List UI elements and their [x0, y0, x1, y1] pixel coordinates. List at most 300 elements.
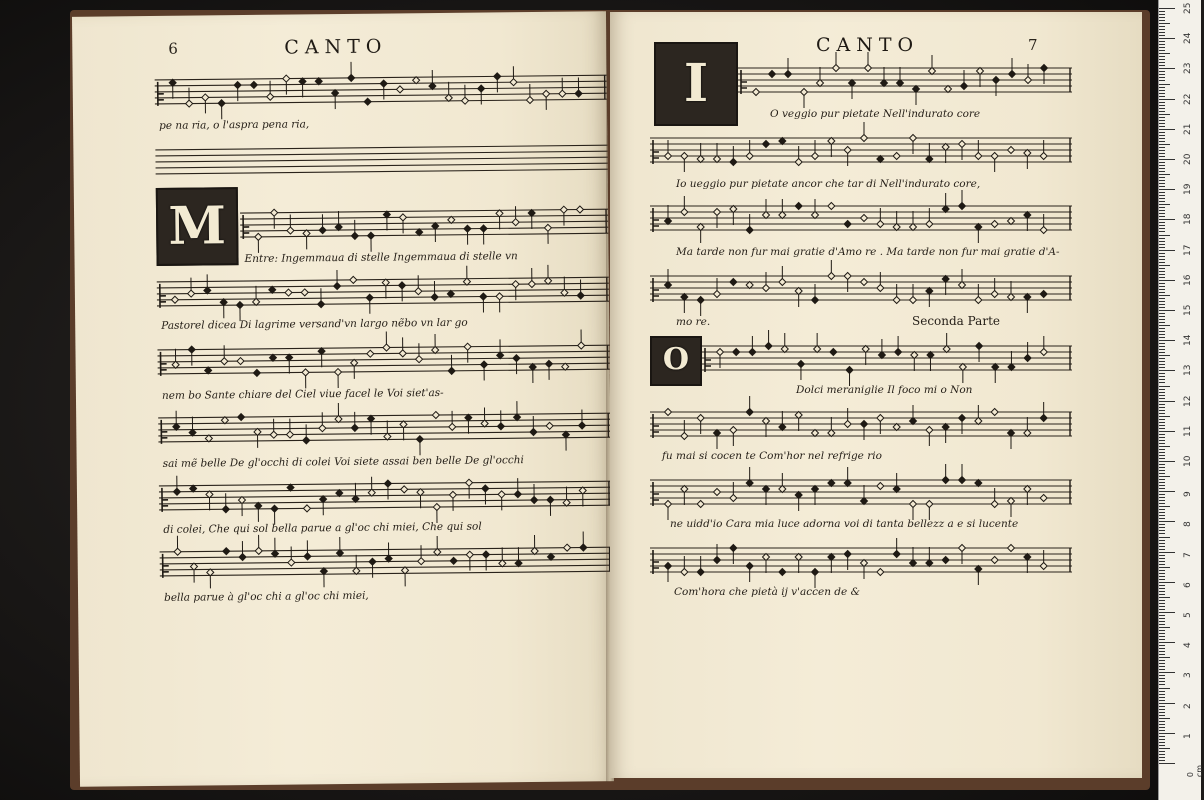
- ruler-tick: [1159, 153, 1165, 154]
- ruler-tick: [1159, 621, 1165, 622]
- ruler-number: 13: [1183, 364, 1193, 377]
- note-mark: [448, 367, 455, 374]
- note-mark: [547, 496, 554, 503]
- ruler-number: 18: [1183, 213, 1193, 226]
- note-mark: [367, 232, 374, 239]
- ruler-tick: [1159, 527, 1165, 528]
- note-mark: [544, 224, 551, 231]
- ruler-number: 25: [1183, 2, 1193, 14]
- ruler-tick: [1159, 247, 1165, 248]
- ruler-tick: [1159, 540, 1165, 541]
- ruler-tick: [1159, 660, 1165, 661]
- note-mark: [779, 569, 786, 576]
- note-mark: [466, 551, 473, 558]
- ruler-tick: [1159, 105, 1165, 106]
- ruler-tick: [1159, 14, 1165, 15]
- ruler-tick: [1159, 684, 1165, 685]
- note-mark: [380, 80, 387, 87]
- note-mark: [865, 65, 872, 72]
- note-mark: [877, 221, 884, 228]
- initial-letter-I: I: [683, 53, 709, 114]
- ruler-tick: [1159, 694, 1165, 695]
- note-mark: [697, 501, 704, 508]
- ruler-tick: [1159, 576, 1165, 577]
- right-staff-1: [738, 60, 1072, 100]
- note-mark: [861, 215, 868, 222]
- ruler-tick: [1159, 132, 1165, 133]
- note-mark: [348, 74, 355, 81]
- note-mark: [991, 501, 998, 508]
- ruler-tick: [1159, 159, 1175, 160]
- ruler-tick: [1159, 361, 1165, 362]
- note-mark: [665, 218, 672, 225]
- ruler-number: 20: [1183, 153, 1193, 165]
- note-mark: [844, 551, 851, 558]
- note-mark: [480, 293, 487, 300]
- ruler-tick: [1159, 138, 1165, 139]
- note-mark: [221, 358, 228, 365]
- note-mark: [942, 557, 949, 564]
- ruler-tick: [1159, 461, 1175, 462]
- note-mark: [510, 79, 517, 86]
- ruler-tick: [1159, 594, 1165, 595]
- note-mark: [271, 505, 278, 512]
- ruler-tick: [1159, 156, 1165, 157]
- right-lyric-5: Dolci meraniglie Il foco mi o Non: [796, 384, 973, 396]
- note-mark: [991, 153, 998, 160]
- note-mark: [877, 415, 884, 422]
- right-lyric-3: Ma tarde non fur mai gratie d'Amo re . Ma tarde non fur mai gratie d'A-: [676, 246, 1060, 258]
- ruler-tick: [1159, 126, 1165, 127]
- ruler-tick: [1159, 358, 1165, 359]
- note-mark: [812, 153, 819, 160]
- note-mark: [959, 203, 966, 210]
- ruler-tick: [1159, 283, 1165, 284]
- ruler-tick: [1159, 201, 1165, 202]
- ruler-tick: [1159, 162, 1165, 163]
- ruler-tick: [1159, 392, 1165, 393]
- ruler-tick: [1159, 760, 1165, 761]
- note-mark: [929, 68, 936, 75]
- note-mark: [545, 360, 552, 367]
- note-mark: [1040, 495, 1047, 502]
- ruler-tick: [1159, 458, 1165, 459]
- ruler-tick: [1159, 672, 1175, 673]
- ruler-tick: [1159, 709, 1165, 710]
- note-mark: [749, 349, 756, 356]
- note-mark: [730, 545, 737, 552]
- note-mark: [234, 82, 241, 89]
- ruler-tick: [1159, 26, 1165, 27]
- ruler-tick: [1159, 316, 1165, 317]
- ruler-tick: [1159, 168, 1165, 169]
- note-mark: [893, 224, 900, 231]
- ruler-tick: [1159, 23, 1170, 24]
- note-mark: [714, 489, 721, 496]
- ruler-tick: [1159, 87, 1165, 88]
- ruler-tick: [1159, 65, 1165, 66]
- note-mark: [512, 219, 519, 226]
- left-lyric-7: di colei, Che qui sol bella parue a gl'oc chi miei, Che qui sol: [163, 520, 482, 536]
- ruler-tick: [1159, 367, 1165, 368]
- ruler-tick: [1159, 636, 1165, 637]
- right-staff-7: [650, 472, 1072, 512]
- ruler-tick: [1159, 736, 1165, 737]
- left-page-number: 6: [168, 39, 178, 58]
- ruler-tick: [1159, 639, 1165, 640]
- note-mark: [769, 71, 776, 78]
- note-mark: [478, 85, 485, 92]
- ruler-tick: [1159, 582, 1175, 583]
- note-mark: [366, 294, 373, 301]
- note-mark: [1040, 153, 1047, 160]
- ruler-tick: [1159, 177, 1165, 178]
- initial-letter-O: O: [662, 342, 690, 377]
- note-mark: [396, 86, 403, 93]
- ruler-tick: [1159, 488, 1165, 489]
- ruler-tick: [1159, 102, 1165, 103]
- ruler-tick: [1159, 506, 1170, 507]
- note-mark: [991, 557, 998, 564]
- note-mark: [238, 414, 245, 421]
- note-mark: [665, 409, 672, 416]
- ruler-tick: [1159, 570, 1165, 571]
- note-mark: [1008, 218, 1015, 225]
- ruler-tick: [1159, 715, 1165, 716]
- note-mark: [959, 477, 966, 484]
- note-mark: [432, 411, 439, 418]
- note-mark: [450, 557, 457, 564]
- note-mark: [926, 427, 933, 434]
- section-label: Seconda Parte: [912, 314, 1000, 328]
- right-lyric-8: Com'hora che pietà ij v'accen de &: [674, 586, 860, 598]
- note-mark: [1025, 77, 1032, 84]
- note-mark: [384, 480, 391, 487]
- note-mark: [171, 296, 178, 303]
- ruler-tick: [1159, 292, 1165, 293]
- ruler-tick: [1159, 108, 1165, 109]
- note-mark: [449, 491, 456, 498]
- note-mark: [1008, 545, 1015, 552]
- note-mark: [959, 545, 966, 552]
- ruler-tick: [1159, 642, 1175, 643]
- ruler-tick: [1159, 198, 1165, 199]
- ruler-tick: [1159, 419, 1165, 420]
- note-mark: [1040, 415, 1047, 422]
- note-mark: [812, 212, 819, 219]
- left-lyric-4: Pastorel dicea Di lagrime versand'vn largo nẽbo vn lar go: [161, 316, 468, 332]
- right-page-title: CANTO: [816, 34, 920, 56]
- ruler-tick: [1159, 322, 1165, 323]
- note-mark: [431, 293, 438, 300]
- ruler-tick: [1159, 663, 1165, 664]
- ruler-tick: [1159, 253, 1165, 254]
- ruler-tick: [1159, 730, 1165, 731]
- ruler-tick: [1159, 144, 1170, 145]
- ruler-tick: [1159, 591, 1165, 592]
- note-mark: [765, 343, 772, 350]
- ruler-tick: [1159, 355, 1170, 356]
- ruler-tick: [1159, 298, 1165, 299]
- ruler-tick: [1159, 250, 1175, 251]
- note-mark: [1041, 65, 1048, 72]
- ruler-tick: [1159, 238, 1165, 239]
- note-mark: [763, 212, 770, 219]
- ruler-tick: [1159, 50, 1165, 51]
- ruler-tick: [1159, 74, 1165, 75]
- ruler-number: 10: [1183, 455, 1193, 467]
- note-mark: [222, 506, 229, 513]
- note-mark: [910, 135, 917, 142]
- ruler-tick: [1159, 228, 1165, 229]
- note-mark: [369, 558, 376, 565]
- note-mark: [237, 358, 244, 365]
- left-staff-3: [240, 201, 608, 245]
- ruler-tick: [1159, 331, 1165, 332]
- ruler-tick: [1159, 494, 1165, 495]
- ruler-tick: [1159, 437, 1165, 438]
- ruler-tick: [1159, 763, 1175, 764]
- ruler-tick: [1159, 352, 1165, 353]
- note-mark: [976, 343, 983, 350]
- note-mark: [881, 80, 888, 87]
- ruler-tick: [1159, 479, 1165, 480]
- note-mark: [466, 479, 473, 486]
- ruler-tick: [1159, 754, 1165, 755]
- note-mark: [482, 551, 489, 558]
- note-mark: [861, 135, 868, 142]
- ruler-tick: [1159, 543, 1165, 544]
- note-mark: [746, 227, 753, 234]
- ruler-tick: [1159, 307, 1165, 308]
- note-mark: [910, 224, 917, 231]
- note-mark: [223, 548, 230, 555]
- ruler-tick: [1159, 222, 1165, 223]
- ruler-tick: [1159, 455, 1165, 456]
- note-mark: [530, 428, 537, 435]
- ruler-tick: [1159, 657, 1170, 658]
- left-staff-1: [155, 67, 607, 112]
- note-mark: [681, 153, 688, 160]
- ruler-tick: [1159, 349, 1165, 350]
- ruler-tick: [1159, 289, 1165, 290]
- note-mark: [239, 554, 246, 561]
- note-mark: [482, 485, 489, 492]
- note-mark: [975, 153, 982, 160]
- ruler-tick: [1159, 627, 1170, 628]
- right-staff-5: [702, 338, 1072, 378]
- note-mark: [271, 209, 278, 216]
- note-mark: [580, 544, 587, 551]
- right-initial-O: [650, 336, 702, 386]
- note-mark: [514, 491, 521, 498]
- note-mark: [288, 559, 295, 566]
- ruler-tick: [1159, 129, 1175, 130]
- note-mark: [351, 232, 358, 239]
- note-mark: [730, 159, 737, 166]
- ruler-tick: [1159, 669, 1165, 670]
- ruler-tick: [1159, 29, 1165, 30]
- ruler-tick: [1159, 32, 1165, 33]
- note-mark: [303, 437, 310, 444]
- ruler-tick: [1159, 373, 1165, 374]
- note-mark: [733, 349, 740, 356]
- ruler-tick: [1159, 558, 1165, 559]
- note-mark: [763, 141, 770, 148]
- ruler-tick: [1159, 235, 1170, 236]
- ruler-tick: [1159, 530, 1165, 531]
- ruler-tick: [1159, 271, 1165, 272]
- ruler-tick: [1159, 80, 1165, 81]
- note-mark: [188, 290, 195, 297]
- ruler-tick: [1159, 609, 1165, 610]
- left-initial-M: [156, 187, 239, 266]
- left-page: [72, 11, 614, 787]
- ruler-tick: [1159, 44, 1165, 45]
- note-mark: [301, 289, 308, 296]
- note-mark: [991, 291, 998, 298]
- ruler-tick: [1159, 416, 1170, 417]
- note-mark: [575, 90, 582, 97]
- ruler-tick: [1159, 319, 1165, 320]
- ruler-tick: [1159, 603, 1165, 604]
- ruler-tick: [1159, 654, 1165, 655]
- ruler-tick: [1159, 219, 1175, 220]
- ruler-number: 2: [1183, 702, 1193, 709]
- ruler-tick: [1159, 706, 1165, 707]
- note-mark: [991, 221, 998, 228]
- note-mark: [1024, 355, 1031, 362]
- note-mark: [844, 421, 851, 428]
- note-mark: [697, 156, 704, 163]
- ruler-tick: [1159, 467, 1165, 468]
- note-mark: [531, 496, 538, 503]
- ruler-tick: [1159, 712, 1165, 713]
- ruler-tick: [1159, 241, 1165, 242]
- ruler-tick: [1159, 555, 1165, 556]
- ruler-tick: [1159, 195, 1165, 196]
- note-mark: [253, 369, 260, 376]
- ruler-tick: [1159, 59, 1165, 60]
- ruler-tick: [1159, 509, 1165, 510]
- note-mark: [302, 369, 309, 376]
- ruler-tick: [1159, 286, 1165, 287]
- note-mark: [564, 544, 571, 551]
- ruler-tick: [1159, 600, 1165, 601]
- note-mark: [351, 424, 358, 431]
- ruler-number: 8: [1183, 521, 1193, 528]
- note-mark: [877, 285, 884, 292]
- ruler-tick: [1159, 274, 1165, 275]
- note-mark: [945, 86, 952, 93]
- ruler-tick: [1159, 77, 1165, 78]
- left-staff-8: [160, 539, 612, 584]
- ruler-number: 4: [1183, 642, 1193, 649]
- ruler-tick: [1159, 398, 1165, 399]
- ruler-tick: [1159, 431, 1175, 432]
- ruler-tick: [1159, 564, 1165, 565]
- left-staff-6: [158, 405, 610, 450]
- ruler-tick: [1159, 183, 1165, 184]
- left-lyric-1: pe na ria, o l'aspra pena ria,: [159, 118, 310, 132]
- note-mark: [416, 356, 423, 363]
- ruler-tick: [1159, 485, 1165, 486]
- note-mark: [528, 280, 535, 287]
- note-mark: [174, 548, 181, 555]
- ruler-tick: [1159, 524, 1165, 525]
- ruler-tick: [1159, 99, 1175, 100]
- ruler-tick: [1159, 262, 1165, 263]
- note-mark: [267, 93, 274, 100]
- note-mark: [560, 206, 567, 213]
- ruler-tick: [1159, 446, 1170, 447]
- ruler-tick: [1159, 428, 1165, 429]
- ruler-tick: [1159, 482, 1165, 483]
- ruler-tick: [1159, 413, 1165, 414]
- ruler-tick: [1159, 71, 1165, 72]
- ruler-tick: [1159, 259, 1165, 260]
- ruler-tick: [1159, 615, 1165, 616]
- ruler-tick: [1159, 630, 1165, 631]
- note-mark: [828, 273, 835, 280]
- note-mark: [697, 415, 704, 422]
- note-mark: [779, 279, 786, 286]
- left-lyric-5: nem bo Sante chiare del Ciel viue facel le Voi siet'as-: [161, 386, 444, 402]
- ruler-tick: [1159, 645, 1165, 646]
- note-mark: [250, 81, 257, 88]
- ruler-tick: [1159, 757, 1165, 758]
- ruler-tick: [1159, 651, 1165, 652]
- note-mark: [714, 209, 721, 216]
- note-mark: [665, 563, 672, 570]
- ruler-tick: [1159, 204, 1170, 205]
- note-mark: [449, 423, 456, 430]
- ruler-tick: [1159, 192, 1165, 193]
- ruler-tick: [1159, 703, 1175, 704]
- note-mark: [304, 553, 311, 560]
- note-mark: [494, 73, 501, 80]
- ruler-tick: [1159, 503, 1165, 504]
- ruler-tick: [1159, 265, 1170, 266]
- note-mark: [910, 297, 917, 304]
- note-mark: [877, 156, 884, 163]
- ruler-tick: [1159, 62, 1165, 63]
- note-mark: [730, 279, 737, 286]
- right-staff-4: [650, 268, 1072, 308]
- note-mark: [1024, 212, 1031, 219]
- note-mark: [961, 83, 968, 90]
- note-mark: [513, 355, 520, 362]
- ruler-tick: [1159, 518, 1165, 519]
- ruler-number: 15: [1183, 304, 1193, 316]
- note-mark: [665, 501, 672, 508]
- ruler-tick: [1159, 497, 1165, 498]
- note-mark: [746, 563, 753, 570]
- right-lyric-7: ne uidd'io Cara mia luce adorna voi di tanta bellezz a e si lucente: [670, 518, 1019, 530]
- note-mark: [1040, 291, 1047, 298]
- ruler-tick: [1159, 422, 1165, 423]
- note-mark: [681, 569, 688, 576]
- note-mark: [812, 297, 819, 304]
- ruler-tick: [1159, 681, 1165, 682]
- left-page-title: CANTO: [284, 35, 388, 59]
- note-mark: [367, 350, 374, 357]
- ruler-tick: [1159, 389, 1165, 390]
- note-mark: [497, 423, 504, 430]
- note-mark: [714, 557, 721, 564]
- ruler-number: 3: [1183, 672, 1193, 679]
- note-mark: [817, 80, 824, 87]
